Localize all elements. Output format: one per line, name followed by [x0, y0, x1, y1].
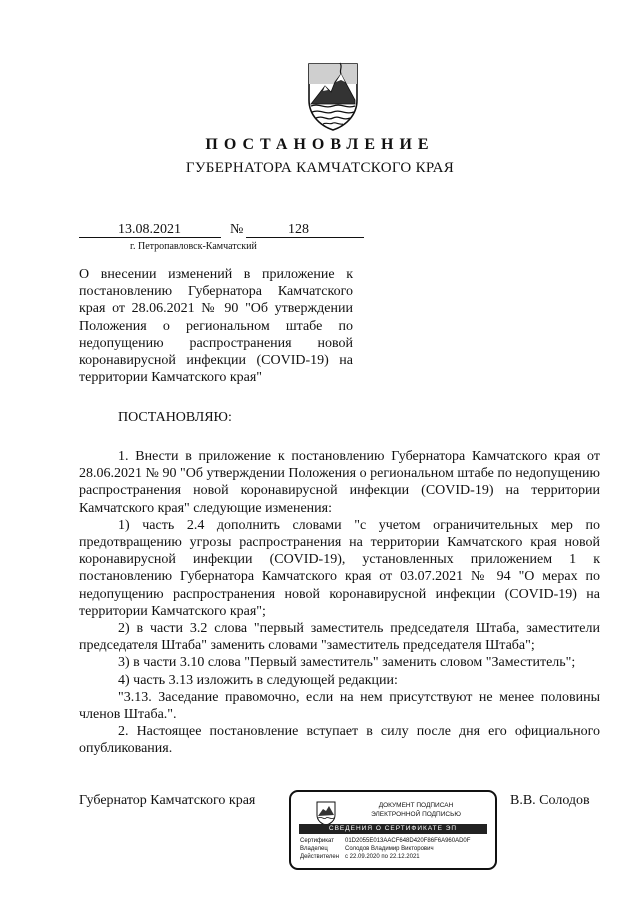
issuer-title: ГУБЕРНАТОРА КАМЧАТСКОГО КРАЯ — [185, 160, 455, 176]
body-paragraph: 1) часть 2.4 дополнить словами "с учетом ограничительных мер по предотвращению угрозы распространения на территории Камчатского края новой коронавирусной инфекции (COVID-19), установленных приложением 1 к постановлению Губернатора Камчатского края от 03.07.2021 № 94 "О мерах по недопущению распространения новой коронавирусной инфекции (COVID-19) на территории Камчатского края"; — [79, 517, 600, 619]
decree-word: ПОСТАНОВЛЯЮ: — [118, 410, 232, 425]
stamp-certificate-bar: СВЕДЕНИЯ О СЕРТИФИКАТЕ ЭП — [299, 824, 487, 834]
subject-line: края от 28.06.2021 № 90 "Об утверждении — [79, 301, 353, 317]
stamp-row-owner — [300, 845, 470, 853]
body-paragraph: 2. Настоящее постановление вступает в силу после дня его официального опубликования. — [79, 724, 600, 757]
city-label: г. Петропавловск-Камчатский — [130, 241, 257, 252]
body-paragraph: 2) в части 3.2 слова "первый заместитель председателя Штаба, заместители председателя Штаба" заменить словами "заместитель председателя Штаба"; — [79, 621, 600, 654]
number-underline — [246, 237, 364, 238]
signatory-position: Губернатор Камчатского края — [79, 793, 256, 808]
document-subject — [79, 266, 353, 386]
signatory-name: В.В. Солодов — [510, 793, 590, 808]
subject-line: недопущению распространения новой — [79, 335, 353, 351]
body-paragraph: 4) часть 3.13 изложить в следующей редакции: — [118, 672, 398, 688]
stamp-details — [300, 837, 470, 861]
document-title: ПОСТАНОВЛЕНИЕ — [205, 136, 435, 153]
body-paragraph: 3) в части 3.10 слова "Первый заместитель" заменить словом "Заместитель"; — [118, 655, 576, 671]
stamp-heading-line: ДОКУМЕНТ ПОДПИСАН — [378, 802, 454, 809]
stamp-row-value: 01D2055E013AACF648D420F86F6A960AD0F — [345, 838, 471, 844]
subject-line: постановлению Губернатора Камчатского — [79, 284, 353, 300]
stamp-row-label: Действителен — [300, 854, 340, 860]
stamp-row-certificate — [300, 837, 470, 845]
document-body — [79, 448, 600, 758]
document-number: 128 — [288, 222, 309, 237]
stamp-row-label: Владелец — [300, 846, 328, 852]
stamp-row-value: Солодов Владимир Викторович — [345, 846, 434, 852]
stamp-heading-line: ЭЛЕКТРОННОЙ ПОДПИСЬЮ — [371, 811, 461, 818]
subject-line: коронавирусной инфекции (COVID-19) на — [79, 353, 353, 369]
subject-line: Положения о региональном штабе по — [79, 318, 353, 334]
subject-line: О внесении изменений в приложение к — [79, 267, 353, 282]
stamp-row-validity — [300, 853, 470, 861]
coat-of-arms-emblem — [305, 60, 361, 132]
body-paragraph: "3.13. Заседание правомочно, если на нем присутствуют не менее половины членов Штаба.". — [79, 689, 600, 723]
stamp-emblem-icon — [315, 800, 337, 826]
body-paragraph: 1. Внести в приложение к постановлению Губернатора Камчатского края от 28.06.2021 № 90 "Об утверждении Положения о региональном штабе по недопущению распространения новой коронавирусной инфекции (COVID-19) на территории Камчатского края" следующие изменения: — [79, 449, 600, 516]
date-underline — [79, 237, 221, 238]
stamp-heading — [341, 801, 491, 819]
stamp-row-label: Сертификат — [300, 838, 334, 844]
subject-line: территории Камчатского края" — [79, 370, 263, 386]
number-sign: № — [230, 222, 244, 237]
stamp-row-value: с 22.09.2020 по 22.12.2021 — [345, 854, 420, 860]
electronic-signature-stamp — [289, 790, 497, 870]
document-date: 13.08.2021 — [118, 222, 181, 237]
